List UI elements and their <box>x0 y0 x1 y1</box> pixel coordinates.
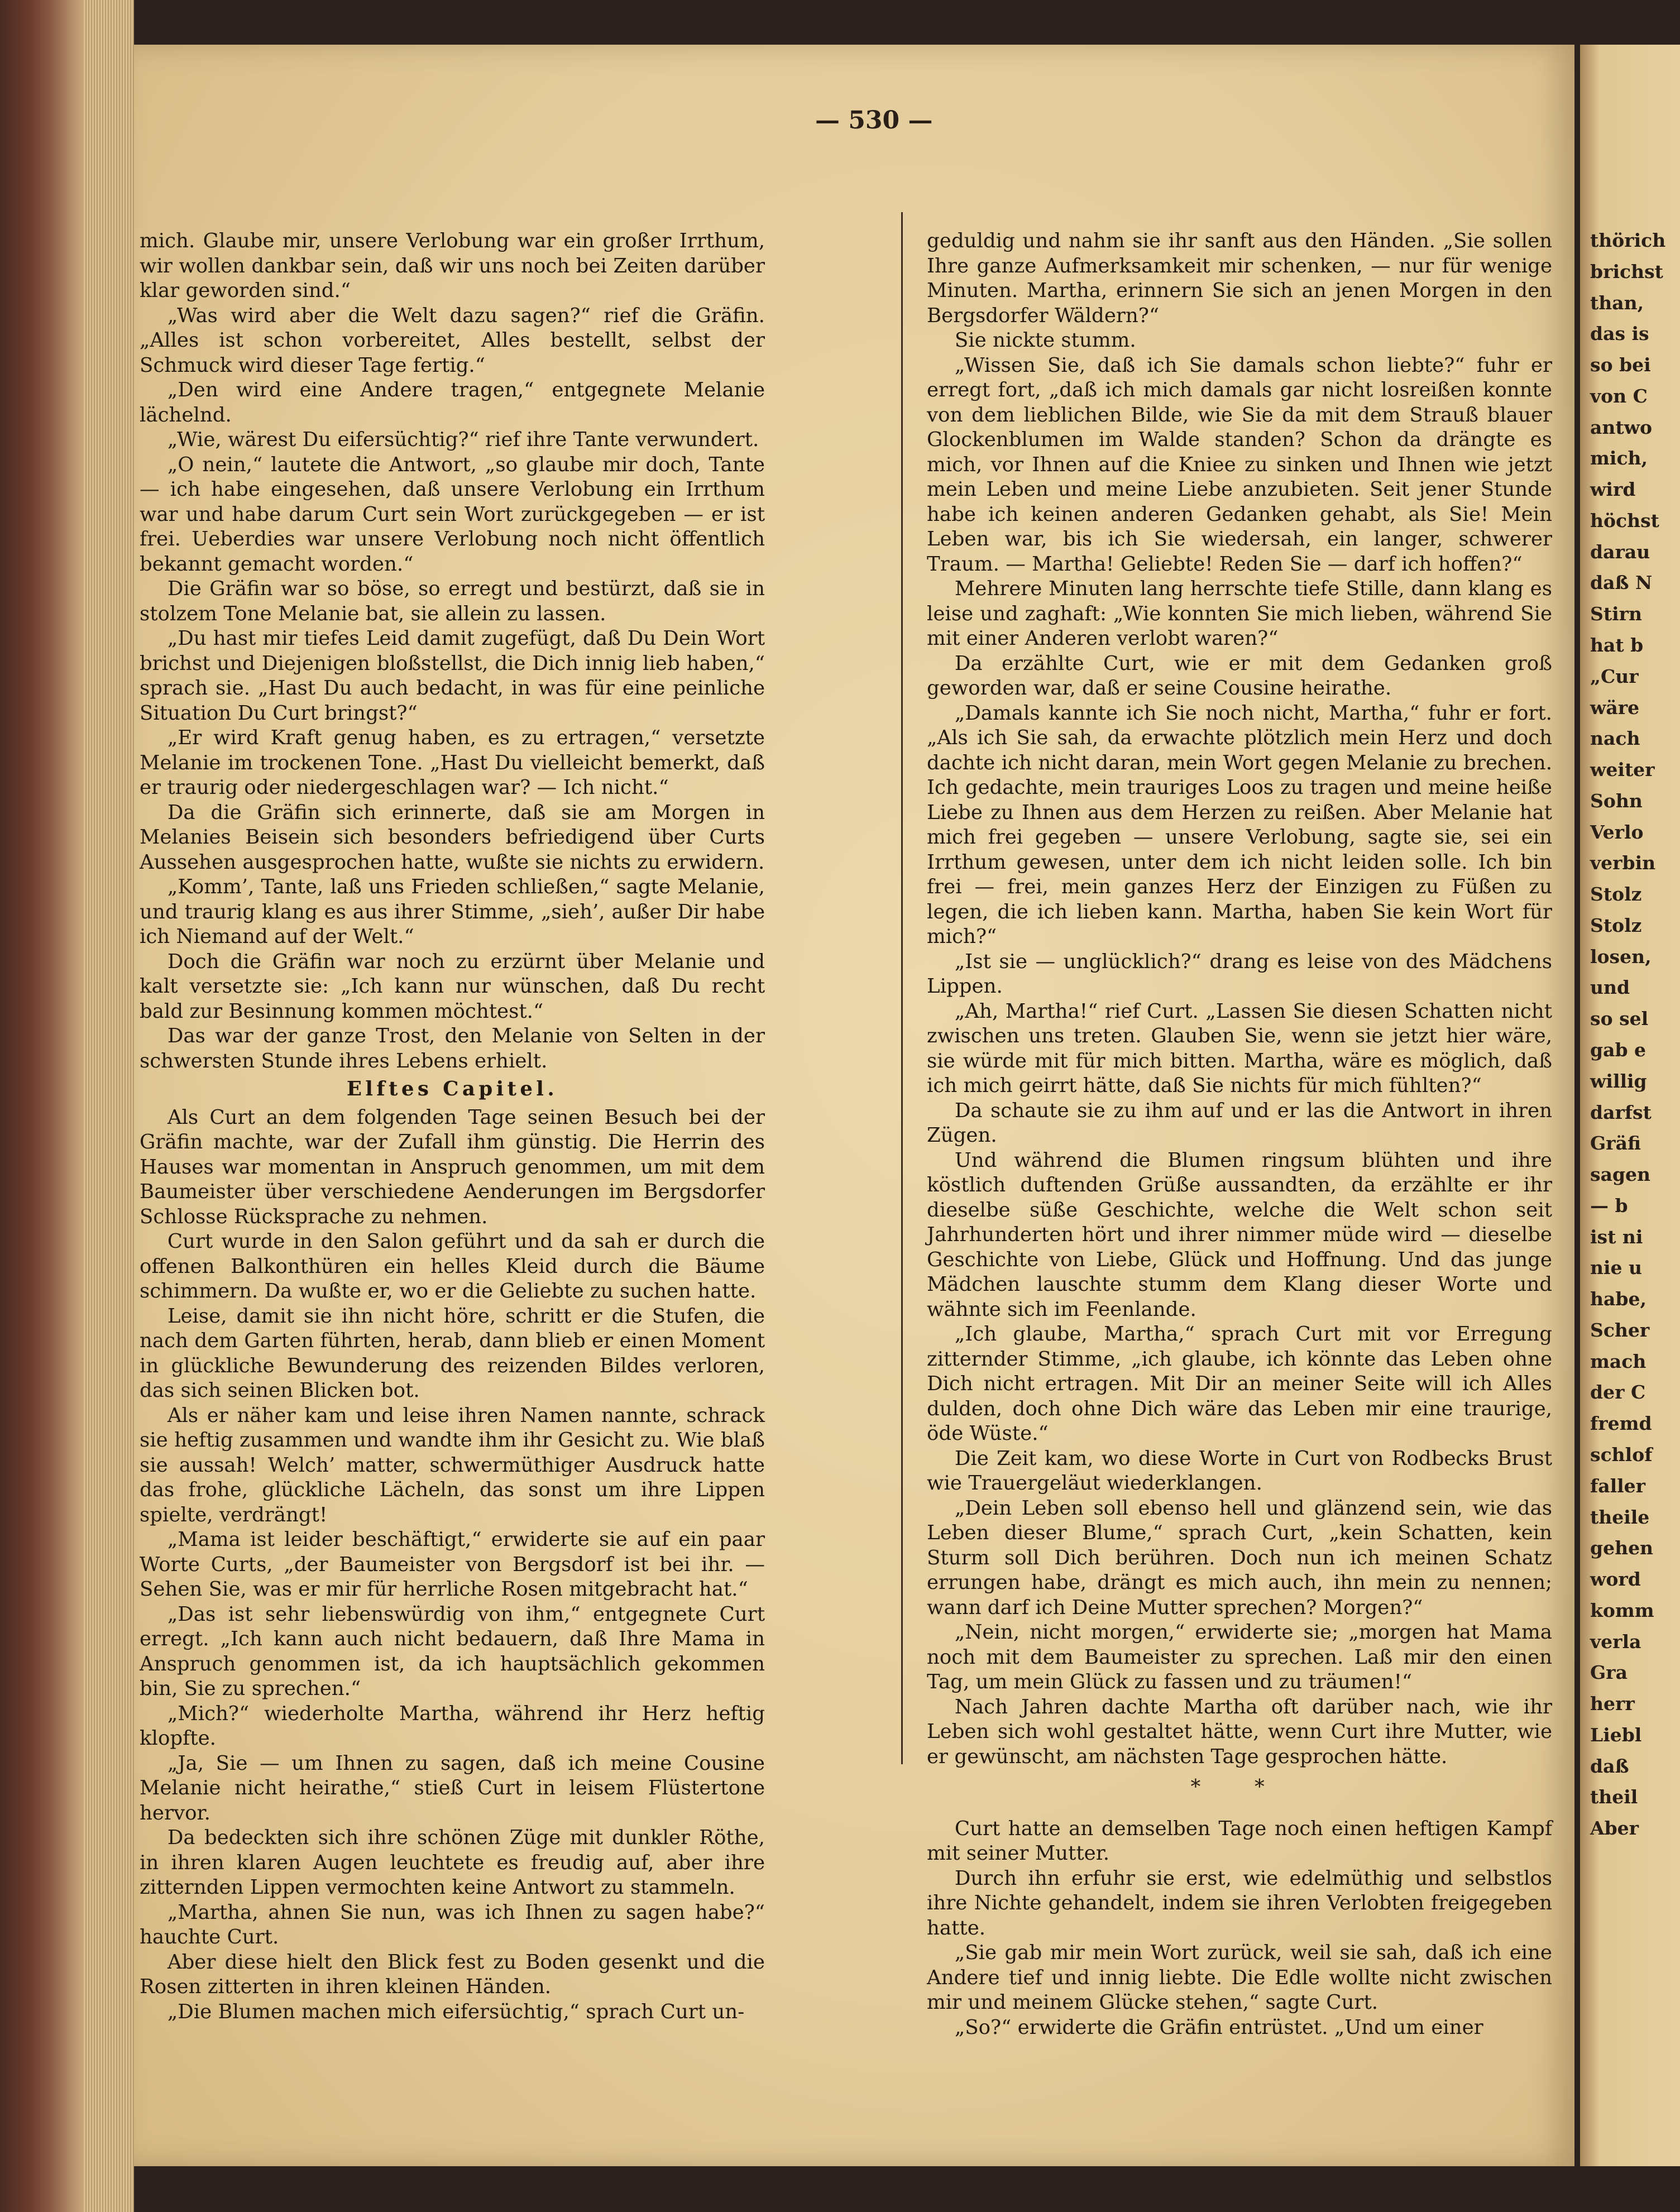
facing-page-fragment: fremd <box>1590 1413 1652 1435</box>
facing-page-fragment: theil <box>1590 1786 1638 1808</box>
paragraph: „Wie, wärest Du eifersüchtig?“ rief ihre Tante verwundert. <box>167 428 759 451</box>
facing-page-fragment: Aber <box>1590 1817 1639 1840</box>
facing-page-fragment: gehen <box>1590 1537 1654 1559</box>
facing-page-fragment: theile <box>1590 1506 1650 1528</box>
facing-page-fragment: Stolz <box>1590 914 1642 936</box>
paragraph: Da schaute sie zu ihm auf und er las die Antwort in ihren Zügen. <box>927 1099 1552 1147</box>
paragraph: „Ist sie — unglücklich?“ drang es leise von des Mädchens Lippen. <box>927 950 1552 998</box>
facing-page-fragment: herr <box>1590 1693 1635 1715</box>
facing-page-fragment: Scher <box>1590 1319 1650 1341</box>
facing-page-fragment: Verlo <box>1590 821 1644 843</box>
left-column <box>140 229 765 2024</box>
facing-page-fragment: weiter <box>1590 759 1655 781</box>
paragraph: „Sie gab mir mein Wort zurück, weil sie sah, daß ich eine Andere tief und innig liebte. Die Edle wollte nicht zwischen mir und meinem Glücke stehen,“ sagte Curt. <box>927 1941 1552 2014</box>
facing-page-fragment: Stirn <box>1590 603 1642 625</box>
paragraph: Aber diese hielt den Blick fest zu Boden gesenkt und die Rosen zitterten in ihren kleinen Händen. <box>140 1950 765 1998</box>
facing-page-fragment: „Cur <box>1590 665 1639 687</box>
paragraph: „Die Blumen machen mich eifersüchtig,“ sprach Curt un- <box>167 2000 745 2023</box>
paragraph: Durch ihn erfuhr sie erst, wie edelmüthig und selbstlos ihre Nichte gehandelt, indem sie ihren Verlobten freigegeben hatte. <box>927 1866 1552 1940</box>
facing-page-fragment: Gräfi <box>1590 1132 1641 1155</box>
paragraph: „O nein,“ lautete die Antwort, „so glaube mir doch, Tante — ich habe eingesehen, daß unsere Verlobung ein Irrthum war und habe darum Curt sein Wort zurückgegeben — er ist frei. Ueberdies war unsere Verlobung noch nicht öffentlich bekannt gemacht worden.“ <box>140 453 765 576</box>
paragraph: „Mama ist leider beschäftigt,“ erwiderte sie auf ein paar Worte Curts, „der Baumeister von Bergsdorf ist bei ihr. — Sehen Sie, was er mir für herrliche Rosen mitgebracht hat.“ <box>140 1528 765 1601</box>
facing-page-fragment: höchst <box>1590 509 1659 532</box>
facing-page-fragment: thörich <box>1590 229 1666 251</box>
paragraph: „Ja, Sie — um Ihnen zu sagen, daß ich meine Cousine Melanie nicht heirathe,“ stieß Curt in leisem Flüstertone hervor. <box>140 1751 765 1825</box>
facing-page-fragment: — b <box>1590 1194 1628 1217</box>
page-number: — 530 — <box>815 106 933 135</box>
facing-page-fragment: schlof <box>1590 1444 1653 1466</box>
paragraph: Da erzählte Curt, wie er mit dem Gedanken groß geworden war, daß er seine Cousine heirathe. <box>927 652 1552 700</box>
section-break: * * <box>1190 1775 1289 1798</box>
paragraph: Sie nickte stumm. <box>954 329 1136 352</box>
paragraph: „Komm’, Tante, laß uns Frieden schließen,“ sagte Melanie, und traurig klang es aus ihrer Stimme, „sieh’, außer Dir habe ich Niemand auf der Welt.“ <box>140 875 765 948</box>
facing-page-fragment: habe, <box>1590 1288 1647 1310</box>
paragraph: Und während die Blumen ringsum blühten und ihre köstlich duftenden Grüße aussandten, da erzählte er ihr dieselbe süße Geschichte, welche die Welt schon seit Jahrhunderten hört und ihrer nimmer müde wird — dieselbe Geschichte von Liebe, Glück und Hoffnung. Und das junge Mädchen lauschte stumm dem Klang dieser Worte und wähnte sich im Feenlande. <box>927 1148 1552 1321</box>
facing-page-fragment: Gra <box>1590 1662 1628 1684</box>
paragraph: Da die Gräfin sich erinnerte, daß sie am Morgen in Melanies Beisein sich besonders befriedigend über Curts Aussehen ausgesprochen hatte, wußte sie nichts zu erwidern. <box>140 801 765 874</box>
paragraph: „Du hast mir tiefes Leid damit zugefügt, daß Du Dein Wort brichst und Diejenigen bloßstellst, die Dich innig lieb haben,“ sprach sie. „Hast Du auch bedacht, in was für eine peinliche Situation Du Curt bringst?“ <box>140 627 765 725</box>
paragraph: Die Zeit kam, wo diese Worte in Curt von Rodbecks Brust wie Trauergeläut wiederklangen. <box>927 1447 1552 1495</box>
facing-page-fragment: und <box>1590 976 1630 999</box>
facing-page-fragment: daß N <box>1590 572 1653 594</box>
facing-page-fragment: sagen <box>1590 1164 1651 1186</box>
paragraph: Die Gräfin war so böse, so erregt und bestürzt, daß sie in stolzem Tone Melanie bat, sie allein zu lassen. <box>140 577 765 625</box>
paragraph: „Das ist sehr liebenswürdig von ihm,“ entgegnete Curt erregt. „Ich kann auch nicht bedauern, daß Ihre Mama in Anspruch genommen ist, da ich hauptsächlich gekommen bin, Sie zu sprechen.“ <box>140 1602 765 1700</box>
facing-page-fragment: komm <box>1590 1599 1654 1621</box>
paragraph: „Ich glaube, Martha,“ sprach Curt mit vor Erregung zitternder Stimme, „ich glaube, ich könnte das Leben ohne Dich nicht ertragen. Mit Dir an meiner Seite will ich Alles dulden, doch ohne Dich wäre das Leben mir eine traurige, öde Wüste.“ <box>927 1323 1552 1445</box>
facing-page-edge <box>1580 45 1680 2166</box>
column-divider <box>901 212 903 1764</box>
paragraph: „Den wird eine Andere tragen,“ entgegnete Melanie lächelnd. <box>140 379 765 427</box>
paragraph: „Wissen Sie, daß ich Sie damals schon liebte?“ fuhr er erregt fort, „daß ich mich damals gar nicht losreißen konnte von dem lieblichen Bilde, wie Sie da mit dem Strauß blauer Glockenblumen im Walde standen? Schon da drängte es mich, vor Ihnen auf die Kniee zu sinken und Ihnen wie jetzt mein Leben und meine Liebe anzubieten. Seit jener Stunde habe ich keinen anderen Gedanken gehabt, als Sie! Mein Leben war, bis ich Sie wiedersah, ein langer, schwerer Traum. — Martha! Geliebte! Reden Sie — darf ich hoffen?“ <box>927 353 1552 576</box>
paragraph: „Er wird Kraft genug haben, es zu ertragen,“ versetzte Melanie im trockenen Tone. „Hast Du vielleicht bemerkt, daß er traurig oder niedergeschlagen war? — Ich nicht.“ <box>140 726 765 799</box>
facing-page-fragment: losen, <box>1590 945 1652 968</box>
facing-page-fragment: brichst <box>1590 260 1663 283</box>
paragraph: „So?“ erwiderte die Gräfin entrüstet. „Und um einer <box>954 2015 1483 2039</box>
facing-page-fragment: darfst <box>1590 1101 1652 1123</box>
paragraph: „Martha, ahnen Sie nun, was ich Ihnen zu sagen habe?“ hauchte Curt. <box>140 1900 765 1948</box>
facing-page-fragment: so bei <box>1590 354 1651 376</box>
paragraph: mich. Glaube mir, unsere Verlobung war ein großer Irrthum, wir wollen dankbar sein, daß wir uns noch bei Zeiten darüber klar geworden sind.“ <box>140 229 765 302</box>
paragraph: „Dein Leben soll ebenso hell und glänzend sein, wie das Leben dieser Blume,“ sprach Curt, „kein Schatten, kein Sturm soll Dich berühren. Doch nun ich meinen Schatz errungen habe, drängt es mich auch, ihn mein zu nennen; wann darf ich Deine Mutter sprechen? Morgen?“ <box>927 1496 1552 1619</box>
paragraph: Doch die Gräfin war noch zu erzürnt über Melanie und kalt versetzte sie: „Ich kann nur wünschen, daß Du recht bald zur Besinnung kommen möchtest.“ <box>140 950 765 1023</box>
facing-page-fragment: Stolz <box>1590 883 1642 906</box>
paragraph: „Nein, nicht morgen,“ erwiderte sie; „morgen hat Mama noch mit dem Baumeister zu sprechen. Laß mir den einen Tag, um mein Glück zu fassen und zu träumen!“ <box>927 1621 1552 1693</box>
page-edges <box>84 0 134 2212</box>
facing-page-fragment: das is <box>1590 323 1649 345</box>
facing-page-fragment: nie u <box>1590 1257 1643 1279</box>
paragraph: „Ah, Martha!“ rief Curt. „Lassen Sie diesen Schatten nicht zwischen uns treten. Glauben Sie, wenn sie jetzt hier wäre, sie würde mit für mich bitten. Martha, wäre es möglich, daß ich mich geirrt hätte, daß Sie nichts für mich fühlten?“ <box>927 999 1552 1097</box>
facing-page-fragment: nach <box>1590 727 1640 750</box>
book-binding <box>0 0 84 2212</box>
paragraph: „Damals kannte ich Sie noch nicht, Martha,“ fuhr er fort. „Als ich Sie sah, da erwachte plötzlich mein Herz und doch dachte ich nicht daran, mein Wort gegen Melanie zu brechen. Ich gedachte, mein trauriges Loos zu tragen und meine heiße Liebe zu Ihnen aus dem Herzen zu reißen. Aber Melanie hat mich frei gegeben — unsere Verlobung, sagte sie, sei ein Irrthum gewesen, unter dem ich nicht leiden solle. Ich bin frei — frei, mein ganzes Herz der Einzigen zu Füßen zu legen, die ich lieben kann. Martha, haben Sie kein Wort für mich?“ <box>927 701 1552 948</box>
facing-page-fragment: Liebl <box>1590 1723 1642 1746</box>
chapter-heading: Elftes Capitel. <box>346 1078 558 1100</box>
facing-page-fragment: than, <box>1590 291 1644 314</box>
facing-page-fragment: wird <box>1590 478 1636 501</box>
facing-page-fragment: faller <box>1590 1474 1646 1497</box>
paragraph: Nach Jahren dachte Martha oft darüber nach, wie ihr Leben sich wohl gestaltet hätte, wenn Curt ihre Mutter, wie er gewünscht, am nächsten Tage gesprochen hätte. <box>927 1695 1552 1768</box>
paragraph: Das war der ganze Trost, den Melanie von Selten in der schwersten Stunde ihres Lebens erhielt. <box>140 1024 765 1073</box>
paragraph: Leise, damit sie ihn nicht höre, schritt er die Stufen, die nach dem Garten führten, herab, dann blieb er einen Moment in glückliche Bewunderung des reizenden Bildes verloren, das sich seinen Blicken bot. <box>140 1304 765 1402</box>
facing-page-fragment: hat b <box>1590 634 1644 656</box>
facing-page-fragment: Sohn <box>1590 789 1643 812</box>
paragraph: „Was wird aber die Welt dazu sagen?“ rief die Gräfin. „Alles ist schon vorbereitet, Alles bestellt, selbst der Schmuck wird dieser Tage fertig.“ <box>140 304 765 377</box>
facing-page-fragment: antwo <box>1590 416 1653 438</box>
paragraph: Als er näher kam und leise ihren Namen nannte, schrack sie heftig zusammen und wandte ihm ihr Gesicht zu. Wie blaß sie aussah! Welch’ matter, schwermüthiger Ausdruck hatte das frohe, glückliche Lächeln, das sonst um ihre Lippen spielte, verdrängt! <box>140 1404 765 1526</box>
facing-page-fragment: der C <box>1590 1381 1646 1404</box>
facing-page-fragment: willig <box>1590 1070 1647 1092</box>
paragraph: Mehrere Minuten lang herrschte tiefe Stille, dann klang es leise und zaghaft: „Wie konnten Sie mich lieben, während Sie mit einer Anderen verlobt waren?“ <box>927 577 1552 650</box>
paragraph: Als Curt an dem folgenden Tage seinen Besuch bei der Gräfin machte, war der Zufall ihm günstig. Die Herrin des Hauses war momentan in Anspruch genommen, um mit dem Baumeister über verschiedene Aenderungen im Bergsdorfer Schlosse Rücksprache zu nehmen. <box>140 1105 765 1228</box>
right-column <box>927 229 1552 2040</box>
paragraph: Curt hatte an demselben Tage noch einen heftigen Kampf mit seiner Mutter. <box>927 1817 1552 1865</box>
facing-page-fragment: verla <box>1590 1630 1641 1653</box>
facing-page-fragment: so sel <box>1590 1008 1649 1030</box>
facing-page-fragment: von C <box>1590 385 1648 407</box>
facing-page-fragment: mach <box>1590 1350 1647 1372</box>
facing-page-fragment: gab e <box>1590 1039 1647 1061</box>
facing-page-fragment: verbin <box>1590 852 1656 874</box>
facing-page-fragment: wäre <box>1590 696 1640 719</box>
facing-page-fragment: mich, <box>1590 447 1648 470</box>
facing-page-fragment: darau <box>1590 540 1650 563</box>
paragraph: „Mich?“ wiederholte Martha, während ihr Herz heftig klopfte. <box>140 1702 765 1750</box>
paragraph: geduldig und nahm sie ihr sanft aus den Händen. „Sie sollen Ihre ganze Aufmerksamkeit mir schenken, — nur für wenige Minuten. Martha, erinnern Sie sich an jenen Morgen in den Bergsdorfer Wäldern?“ <box>927 229 1552 327</box>
facing-page-fragment: word <box>1590 1568 1641 1591</box>
paragraph: Curt wurde in den Salon geführt und da sah er durch die offenen Balkonthüren ein helles Kleid durch die Bäume schimmern. Da wußte er, wo er die Geliebte zu suchen hatte. <box>140 1230 765 1303</box>
paragraph: Da bedeckten sich ihre schönen Züge mit dunkler Röthe, in ihren klaren Augen leuchtete es freudig auf, aber ihre zitternden Lippen vermochten keine Antwort zu stammeln. <box>140 1826 765 1899</box>
facing-page-fragment: daß <box>1590 1755 1629 1777</box>
facing-page-fragment: ist ni <box>1590 1225 1643 1248</box>
